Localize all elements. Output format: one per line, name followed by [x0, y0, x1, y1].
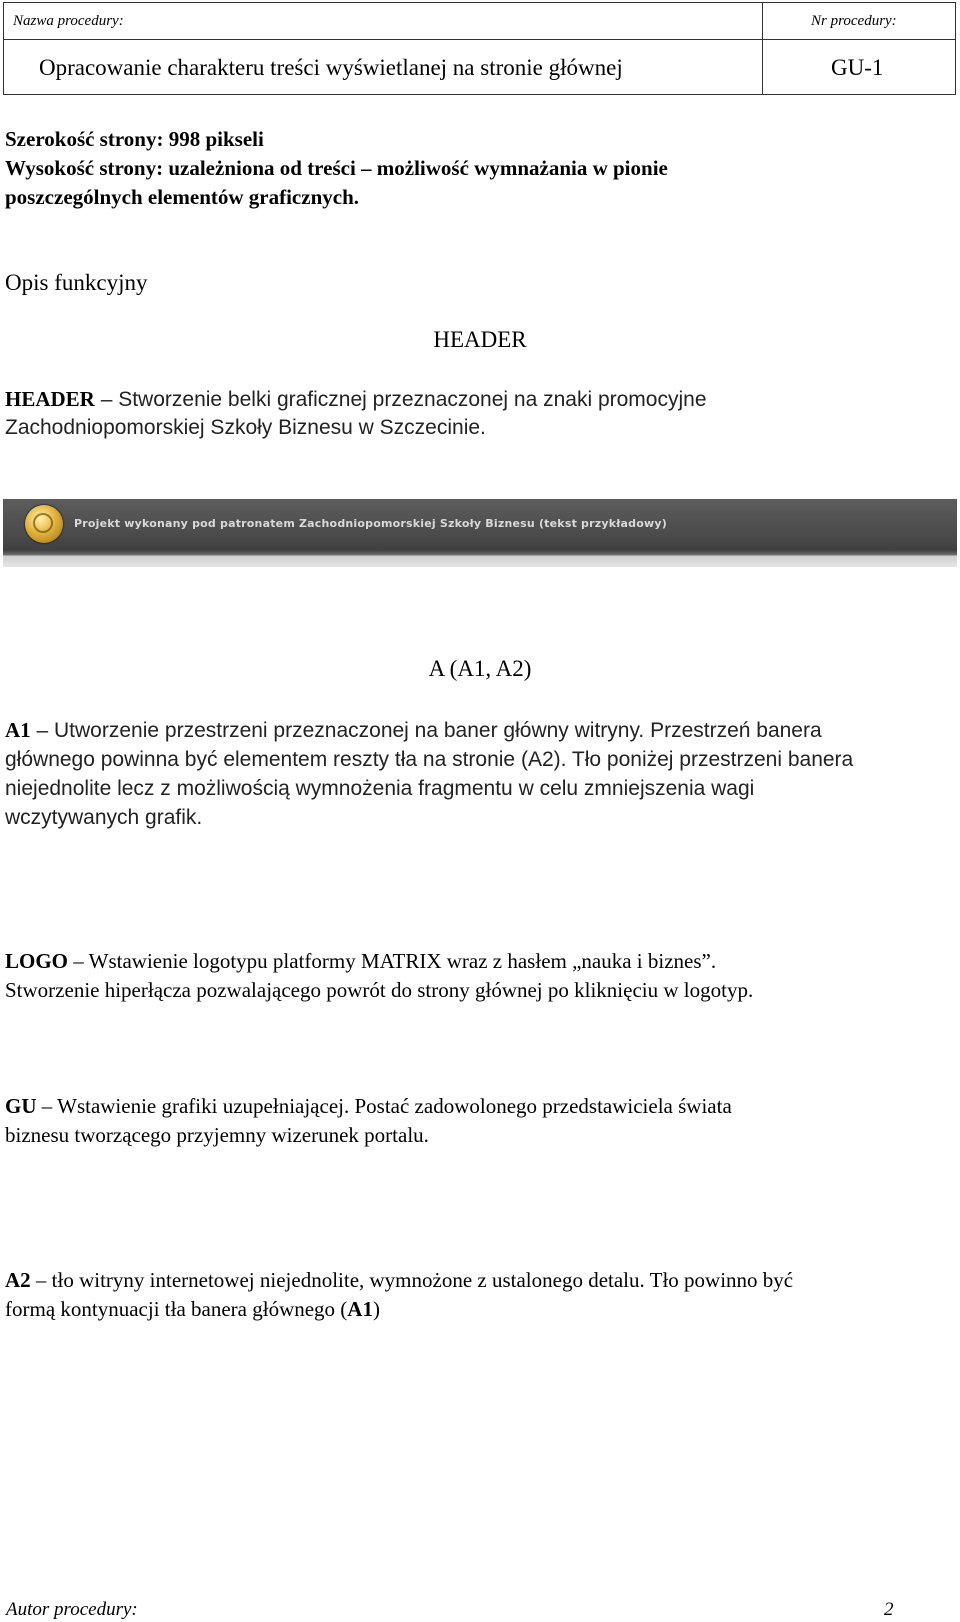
procedure-name-value: Opracowanie charakteru treści wyświetlanej na stronie głównej [39, 55, 623, 80]
a1-line [5, 718, 822, 743]
a1-term: A1 [5, 718, 31, 742]
a1-desc-3: niejednolite lecz z możliwością wymnożenia fragmentu w celu zmniejszenia wagi [5, 777, 755, 800]
procedure-name-label: Nazwa procedury: [13, 13, 124, 29]
a2-desc-2-end: ) [372, 1297, 380, 1321]
logo-term: LOGO [5, 949, 69, 973]
a1-desc-4: wczytywanych grafik. [5, 806, 203, 829]
page-height-text-cont: poszczególnych elementów graficznych. [5, 185, 359, 209]
author-label: Autor procedury: [6, 1599, 138, 1620]
page-number: 2 [884, 1599, 894, 1620]
procedure-number-label: Nr procedury: [811, 13, 897, 29]
a1-desc-2: głównego powinna być elementem reszty tła na stronie (A2). Tło poniżej przestrzeni banera [5, 748, 854, 771]
gu-desc-2: biznesu tworzącego przyjemny wizerunek portalu. [5, 1123, 429, 1147]
a2-desc-2 [5, 1297, 380, 1322]
logo-desc-1: – Wstawienie logotypu platformy MATRIX wraz z hasłem „nauka i biznes”. [68, 949, 717, 973]
page-height-text: Wysokość strony: uzależniona od treści – możliwość wymnażania w pionie [5, 156, 668, 180]
procedure-header-table [3, 2, 956, 95]
logo-desc-2: Stworzenie hiperłącza pozwalającego powrót do strony głównej po kliknięciu w logotyp. [5, 978, 754, 1002]
school-seal-icon [25, 505, 63, 543]
header-section-line [5, 387, 707, 412]
logo-line [5, 949, 716, 974]
gu-term: GU [5, 1094, 37, 1118]
a2-line [5, 1268, 793, 1293]
gu-line [5, 1094, 732, 1119]
header-desc-1: – Stworzenie belki graficznej przeznaczonej na znaki promocyjne [94, 388, 707, 411]
table-divider [762, 3, 763, 94]
header-banner-bar [3, 499, 957, 567]
header-term: HEADER [5, 387, 95, 411]
a2-desc-1: – tło witryny internetowej niejednolite, wymnożone z ustalonego detalu. Tło powinno być [30, 1268, 794, 1292]
table-divider [4, 39, 955, 40]
a-section-title: A (A1, A2) [428, 656, 532, 681]
a2-term: A2 [5, 1268, 31, 1292]
header-section-title: HEADER [433, 327, 527, 352]
a2-ref-term: A1 [347, 1297, 373, 1321]
a1-desc-1: – Utworzenie przestrzeni przeznaczonej na baner główny witryny. Przestrzeń banera [30, 719, 822, 742]
functional-description-title: Opis funkcyjny [5, 270, 148, 295]
procedure-number-value: GU-1 [831, 55, 884, 80]
gu-desc-1: – Wstawienie grafiki uzupełniającej. Postać zadowolonego przedstawiciela świata [36, 1094, 732, 1118]
page-width-text: Szerokość strony: 998 pikseli [5, 127, 264, 151]
a2-desc-2-text: formą kontynuacji tła banera głównego ( [5, 1297, 348, 1321]
banner-bar-text: Projekt wykonany pod patronatem Zachodniopomorskiej Szkoły Biznesu (tekst przykładowy) [74, 517, 667, 530]
header-desc-2: Zachodniopomorskiej Szkoły Biznesu w Szczecinie. [5, 416, 486, 439]
